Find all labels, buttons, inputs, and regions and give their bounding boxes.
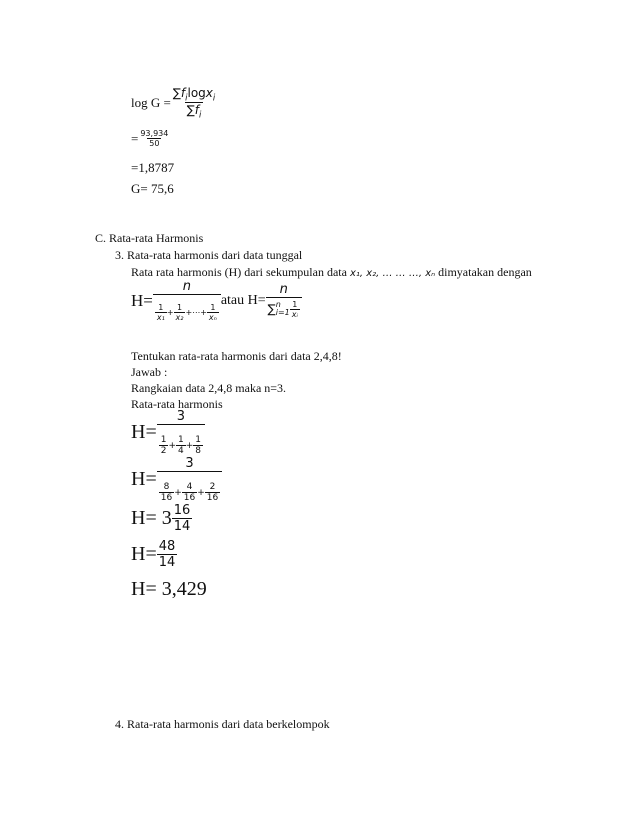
s2t3-num: 2: [209, 482, 216, 492]
log-g-label: log G =: [131, 94, 171, 110]
harmonic-formula: [131, 279, 302, 322]
calc-denominator: 50: [149, 139, 160, 148]
sum-fi-den: ∑f: [186, 103, 200, 118]
step1-term-2: [176, 435, 186, 456]
plus-sign: +: [168, 440, 177, 451]
result-g: G= 75,6: [131, 181, 174, 196]
h2-fraction: [266, 282, 302, 319]
step-2: [131, 456, 222, 503]
h2-denominator: [266, 297, 302, 319]
s1t2-num: 1: [178, 435, 184, 445]
step4-denominator: 14: [158, 555, 176, 570]
s2t3-den: 16: [206, 493, 219, 503]
step-5-result: H= 3,429: [131, 578, 207, 600]
h1-fraction: [153, 279, 221, 322]
step1-prefix: H=: [131, 421, 157, 443]
rata-label: Rata-rata harmonis: [131, 397, 223, 411]
step2-term-3: [205, 482, 220, 503]
question-text: Tentukan rata-rata harmonis dari data 2,4,8!: [131, 349, 342, 363]
step1-term-1: [159, 435, 169, 456]
step2-prefix: H=: [131, 468, 157, 490]
s1t3-den: 8: [195, 446, 202, 456]
h1-numerator: n: [182, 279, 191, 294]
plus-sign: +: [185, 440, 194, 451]
h1-t1-num: 1: [158, 303, 164, 312]
h1-term-1: [155, 303, 167, 322]
step-4: [131, 539, 177, 570]
step1-term-3: [193, 435, 203, 456]
plus-sign: +: [197, 487, 205, 498]
h1-t2-num: 1: [176, 303, 183, 312]
intro-vars: x₁, x₂, … … …, xₙ: [349, 268, 436, 279]
h1-prefix: H=: [131, 290, 153, 310]
sum-sign: ∑: [267, 302, 276, 317]
step2-fraction: [157, 456, 222, 503]
h2-inner-num: 1: [292, 299, 298, 309]
step4-prefix: H=: [131, 543, 157, 565]
h2-numerator: n: [279, 282, 288, 298]
atau-text: atau H=: [220, 292, 266, 308]
result-log: =1,8787: [131, 160, 175, 175]
intro-after: dimyatakan dengan: [435, 265, 532, 279]
step2-term-1: [159, 482, 174, 503]
section-c-heading: C. Rata-rata Harmonis: [95, 231, 204, 245]
s2t2-den: 16: [183, 493, 196, 503]
step4-fraction: [157, 539, 178, 570]
item-4-heading: 4. Rata-rata harmonis dari data berkelompok: [115, 717, 330, 731]
h2-inner-den: xᵢ: [291, 309, 298, 319]
item-3-heading: 3. Rata-rata harmonis dari data tunggal: [115, 248, 303, 262]
sub-i: i: [185, 92, 188, 103]
h1-tn-den: xₙ: [208, 313, 217, 322]
plus-sign: +: [174, 487, 182, 498]
s1t1-den: 2: [160, 446, 167, 456]
intro-before: Rata rata harmonis (H) dari sekumpulan data: [131, 265, 350, 279]
sum-sup: n: [275, 300, 281, 310]
h1-term-n: [207, 303, 219, 322]
step-1: [131, 409, 205, 456]
s2t1-num: 8: [163, 482, 170, 492]
step2-denominator: [157, 471, 222, 503]
sum-sub: i=1: [275, 308, 290, 318]
log-g-formula: [131, 86, 217, 120]
log-text: log: [187, 86, 206, 100]
step3-prefix: H= 3: [131, 507, 172, 529]
s1t3-num: 1: [195, 435, 202, 445]
h2-inner-fraction: [290, 300, 300, 319]
sub-i-den: i: [199, 109, 202, 120]
step2-term-2: [182, 482, 197, 503]
h1-t2-den: x₂: [175, 313, 184, 322]
step1-denominator: [157, 424, 205, 456]
s1t2-den: 4: [178, 446, 184, 456]
step3-numerator: 16: [173, 503, 191, 518]
h1-denominator: [153, 294, 221, 322]
h1-term-2: [174, 303, 186, 322]
h1-t1-den: x₁: [156, 313, 165, 322]
calc-numerator: 93,934: [140, 129, 169, 138]
equals-sign: =: [131, 130, 139, 146]
step3-denominator: 14: [173, 519, 191, 534]
log-g-fraction: [171, 86, 217, 120]
s2t2-num: 4: [186, 482, 193, 492]
step-3: [131, 503, 192, 534]
calc-fraction: [138, 129, 170, 148]
h1-tn-num: 1: [210, 303, 216, 312]
s1t1-num: 1: [160, 435, 167, 445]
sub-i-x: i: [212, 92, 216, 103]
sum-fi: ∑f: [172, 86, 186, 100]
jawab-label: Jawab :: [131, 365, 168, 379]
dots-sign: +⋯+: [185, 308, 207, 317]
rangkaian-text: Rangkaian data 2,4,8 maka n=3.: [131, 381, 287, 395]
step1-numerator: 3: [176, 409, 186, 424]
sum-limits: [276, 301, 290, 317]
step4-numerator: 48: [158, 539, 176, 554]
step1-fraction: [157, 409, 205, 456]
calc-fraction-line: [131, 129, 170, 148]
intro-line: [131, 265, 532, 280]
s2t1-den: 16: [160, 493, 173, 503]
var-x: x: [205, 86, 213, 100]
step2-numerator: 3: [185, 456, 194, 471]
plus-sign: +: [166, 308, 174, 317]
step3-fraction: [172, 503, 193, 534]
